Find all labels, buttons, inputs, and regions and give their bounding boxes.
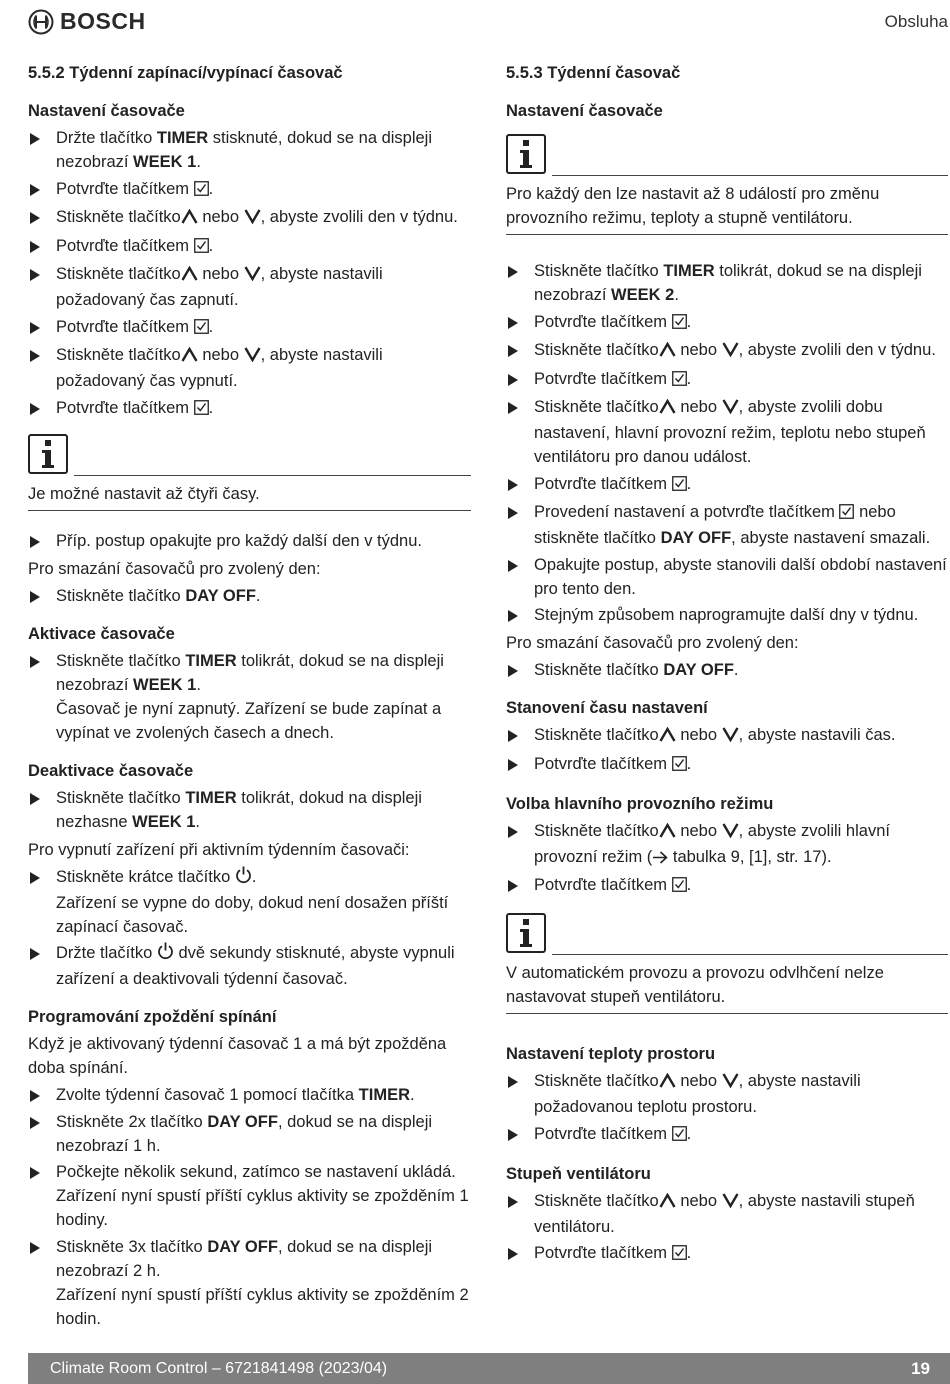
step-text: Stiskněte tlačítko	[534, 262, 664, 280]
setup-steps	[506, 259, 948, 627]
subheading-mode: Volba hlavního provozního režimu	[506, 794, 774, 813]
step-text: Potvrďte tlačítkem	[534, 312, 668, 331]
step-item	[28, 941, 471, 991]
bosch-armature-icon	[28, 9, 54, 35]
step-item: Potvrďte tlačítkem .	[506, 873, 948, 899]
chapter-name: Obsluha	[884, 12, 948, 31]
step-text: nebo	[680, 341, 718, 359]
step-text: Stiskněte tlačítko	[56, 208, 181, 226]
step-text: Potvrďte tlačítkem	[534, 474, 668, 493]
checkbox-confirm-icon	[672, 369, 687, 393]
step-item: Potvrďte tlačítkem .	[28, 234, 471, 260]
step-item: Potvrďte tlačítkem .	[506, 1122, 948, 1148]
checkbox-confirm-icon	[672, 312, 687, 336]
checkbox-confirm-icon	[194, 398, 209, 422]
subheading-time: Stanovení času nastavení	[506, 699, 708, 717]
step-text: , abyste zvolili hlavní provozní režim (	[534, 821, 890, 866]
step-text: , abyste zvolili den v týdnu.	[738, 341, 936, 359]
page-footer	[28, 1353, 950, 1384]
power-icon	[235, 866, 252, 891]
step-text: Provedení nastavení a potvrďte tlačítkem	[534, 503, 835, 521]
step-text: Stiskněte tlačítko	[534, 341, 659, 359]
subheading-temperature: Nastavení teploty prostoru	[506, 1045, 716, 1063]
step-text: Držte tlačítko	[56, 944, 153, 962]
button-name: DAY OFF	[207, 1237, 278, 1256]
notice-text: Je možné nastavit až čtyři časy.	[28, 484, 260, 503]
step-text: , abyste nastavili požadovaný čas zapnutí.	[56, 265, 383, 309]
step-item	[506, 723, 948, 749]
step-text: Potvrďte tlačítkem	[534, 754, 668, 773]
setup-steps	[28, 126, 471, 422]
arrow-right-icon	[652, 847, 668, 871]
right-column	[506, 64, 948, 1270]
subheading-fan: Stupeň ventilátoru	[506, 1164, 651, 1183]
chevron-up-icon	[181, 345, 198, 369]
step-text: .	[255, 586, 261, 605]
step-text: .	[195, 812, 201, 831]
section-title: 5.5.3 Týdenní časovač	[506, 64, 681, 82]
step-text: tolikrát, dokud se na displeji nezobrazí	[534, 262, 922, 304]
delete-steps	[28, 584, 471, 608]
step-text: nebo	[680, 1072, 718, 1090]
subheading-setup: Nastavení časovače	[28, 102, 185, 120]
delete-intro: Pro smazání časovačů pro zvolený den:	[506, 634, 799, 652]
footer-title: Climate Room Control – 6721841498 (2023/04)	[50, 1359, 388, 1377]
checkbox-confirm-icon	[672, 1124, 687, 1148]
chevron-up-icon	[659, 1071, 676, 1095]
button-name: WEEK 1	[133, 153, 197, 171]
step-text: Stiskněte tlačítko	[534, 398, 659, 416]
step-item	[28, 126, 471, 174]
step-text: Potvrďte tlačítkem	[534, 369, 668, 388]
setup-steps-continued	[28, 529, 471, 553]
step-text: Stiskněte tlačítko	[534, 661, 664, 679]
step-text: Stiskněte tlačítko	[534, 821, 659, 840]
step-text: Potvrďte tlačítkem	[56, 179, 190, 198]
checkbox-confirm-icon	[839, 502, 854, 526]
button-name: TIMER	[156, 129, 209, 147]
time-steps	[506, 723, 948, 778]
chevron-down-icon	[244, 345, 261, 369]
step-text: .	[196, 153, 201, 171]
chevron-down-icon	[722, 725, 739, 749]
notice-text: V automatickém provozu a provozu odvlhčení nelze nastavovat stupeň ventilátoru.	[506, 964, 884, 1006]
step-item: Potvrďte tlačítkem .	[506, 310, 948, 336]
step-text: Potvrďte tlačítkem	[534, 1124, 668, 1143]
step-text: Potvrďte tlačítkem	[56, 398, 190, 417]
step-item	[28, 1235, 471, 1331]
brand-name: BOSCH	[60, 8, 146, 34]
chevron-down-icon	[244, 207, 261, 231]
step-text: nebo	[202, 346, 240, 364]
page-header	[28, 6, 948, 38]
step-item	[506, 658, 948, 682]
chevron-up-icon	[659, 725, 676, 749]
step-item	[506, 259, 948, 307]
chevron-up-icon	[181, 207, 198, 231]
step-item: Potvrďte tlačítkem .	[506, 472, 948, 498]
button-name: TIMER	[663, 262, 715, 280]
delete-steps	[506, 658, 948, 682]
step-item: Opakujte postup, abyste stanovili další období nastavení pro tento den.	[506, 553, 948, 601]
button-name: DAY OFF	[185, 586, 256, 605]
step-text: Stiskněte tlačítko	[56, 346, 181, 364]
step-text: Potvrďte tlačítkem	[534, 876, 668, 894]
step-text: Stiskněte tlačítko	[534, 726, 659, 744]
step-text: Stiskněte tlačítko	[534, 1191, 659, 1210]
step-text: .	[196, 675, 201, 694]
step-item	[28, 1083, 471, 1107]
info-icon	[28, 434, 68, 474]
step-item	[28, 1110, 471, 1158]
button-name: TIMER	[185, 651, 237, 670]
info-notice	[28, 434, 471, 511]
step-text: , abyste zvolili den v týdnu.	[260, 208, 458, 226]
step-text: Potvrďte tlačítkem	[56, 236, 190, 255]
chevron-down-icon	[722, 1071, 739, 1095]
power-off-steps	[28, 865, 471, 992]
step-item	[506, 1189, 948, 1239]
checkbox-confirm-icon	[194, 236, 209, 260]
step-text: Potvrďte tlačítkem	[56, 317, 190, 336]
deactivate-steps	[28, 786, 471, 834]
step-item	[506, 1069, 948, 1119]
step-text: tolikrát, dokud na displeji nezhasne	[56, 788, 422, 831]
step-item: Potvrďte tlačítkem .	[28, 315, 471, 341]
temperature-steps	[506, 1069, 948, 1148]
left-column	[28, 64, 471, 1333]
step-result: Zařízení se vypne do doby, dokud není dosažen příští zapínací časovač.	[56, 893, 449, 936]
step-result: Zařízení nyní spustí příští cyklus aktivity se zpožděním 2 hodin.	[56, 1285, 469, 1328]
delete-intro: Pro smazání časovačů pro zvolený den:	[28, 559, 321, 578]
step-text: .	[733, 661, 739, 679]
step-text: .	[674, 286, 679, 304]
button-name: TIMER	[185, 788, 237, 807]
step-text: nebo	[202, 208, 240, 226]
step-text: nebo stiskněte tlačítko	[534, 503, 896, 547]
mode-steps	[506, 819, 948, 900]
chevron-down-icon	[722, 821, 739, 845]
step-text: Stiskněte tlačítko	[56, 651, 186, 670]
step-item	[28, 262, 471, 312]
step-item: Potvrďte tlačítkem .	[28, 396, 471, 422]
step-result: Časovač je nyní zapnutý. Zařízení se bude zapínat a vypínat ve zvolených časech a dnech.	[56, 699, 442, 742]
chevron-up-icon	[659, 1191, 676, 1215]
step-text: Stiskněte 2x tlačítko	[56, 1112, 208, 1131]
step-text: .	[251, 867, 257, 886]
step-item: Potvrďte tlačítkem .	[28, 177, 471, 203]
step-item	[28, 649, 471, 745]
step-item	[28, 343, 471, 393]
section-title: 5.5.2 Týdenní zapínací/vypínací časovač	[28, 64, 343, 82]
step-text: nebo	[680, 726, 718, 744]
step-item	[28, 205, 471, 231]
step-text: Stiskněte tlačítko	[56, 788, 186, 807]
step-text: nebo	[680, 1191, 718, 1210]
step-item: Potvrďte tlačítkem .	[506, 1241, 948, 1267]
checkbox-confirm-icon	[672, 1243, 687, 1267]
chevron-down-icon	[244, 264, 261, 288]
subheading-delay: Programování zpoždění spínání	[28, 1008, 277, 1026]
info-notice	[506, 134, 948, 235]
button-name: WEEK 1	[133, 675, 197, 694]
step-text: , abyste nastavili stupeň ventilátoru.	[534, 1191, 915, 1236]
chevron-up-icon	[659, 397, 676, 421]
chevron-up-icon	[659, 821, 676, 845]
step-text: , abyste nastavili požadovaný čas vypnutí.	[56, 346, 383, 390]
step-text: Stiskněte 3x tlačítko	[56, 1237, 208, 1256]
info-notice	[506, 913, 948, 1014]
page-number: 19	[911, 1358, 930, 1378]
subheading-activate: Aktivace časovače	[28, 624, 175, 643]
step-text: tabulka 9, [1], str. 17).	[668, 847, 832, 866]
chevron-down-icon	[722, 397, 739, 421]
step-text: nebo	[680, 821, 718, 840]
delay-steps	[28, 1083, 471, 1331]
step-text: , dokud se na displeji nezobrazí 2 h.	[56, 1237, 433, 1280]
step-item	[28, 786, 471, 834]
step-text: Stiskněte krátce tlačítko	[56, 867, 231, 886]
step-item	[506, 338, 948, 364]
button-name: WEEK 2	[611, 286, 675, 304]
step-item	[506, 819, 948, 871]
checkbox-confirm-icon	[194, 317, 209, 341]
step-item: Potvrďte tlačítkem .	[506, 752, 948, 778]
step-text: dvě sekundy stisknuté, abyste vypnuli zařízení a deaktivovali týdenní časovač.	[56, 944, 455, 988]
step-text: Počkejte několik sekund, zatímco se nastavení ukládá.	[56, 1163, 456, 1181]
step-result: Zařízení nyní spustí příští cyklus aktivity se zpožděním 1 hodiny.	[56, 1187, 469, 1229]
step-text: Stiskněte tlačítko	[534, 1072, 659, 1090]
button-name: DAY OFF	[207, 1112, 278, 1131]
subheading-setup: Nastavení časovače	[506, 102, 663, 120]
step-item	[506, 500, 948, 550]
step-text: Stiskněte tlačítko	[56, 586, 186, 605]
notice-text: Pro každý den lze nastavit až 8 událostí pro změnu provozního režimu, teploty a stupně ventilátoru.	[506, 185, 880, 227]
button-name: DAY OFF	[663, 661, 734, 679]
button-name: DAY OFF	[660, 529, 732, 547]
power-icon	[157, 942, 174, 967]
step-text: stisknuté, dokud se na displeji nezobrazí	[56, 129, 433, 171]
step-text: Držte tlačítko	[56, 129, 157, 147]
step-text: , dokud se na displeji nezobrazí 1 h.	[56, 1112, 433, 1155]
step-text: , abyste nastavili čas.	[738, 726, 896, 744]
step-text: Zvolte týdenní časovač 1 pomocí tlačítka	[56, 1086, 359, 1104]
step-text: tolikrát, dokud se na displeji nezobrazí	[56, 651, 444, 694]
delay-intro: Když je aktivovaný týdenní časovač 1 a má být zpožděna doba spínání.	[28, 1035, 447, 1077]
step-text: nebo	[680, 398, 718, 416]
step-text: nebo	[202, 265, 240, 283]
step-text: , abyste nastavení smazali.	[731, 529, 931, 547]
subheading-deactivate: Deaktivace časovače	[28, 761, 194, 780]
step-item	[506, 395, 948, 469]
info-icon	[506, 134, 546, 174]
power-off-intro: Pro vypnutí zařízení při aktivním týdenním časovači:	[28, 840, 410, 859]
step-item	[28, 865, 471, 939]
chevron-up-icon	[181, 264, 198, 288]
fan-steps	[506, 1189, 948, 1268]
activate-steps	[28, 649, 471, 745]
checkbox-confirm-icon	[672, 474, 687, 498]
step-text: , abyste zvolili dobu nastavení, hlavní provozní režim, teplotu nebo stupeň ventilátoru pro danou událost.	[534, 398, 926, 466]
chevron-down-icon	[722, 1191, 739, 1215]
button-name: WEEK 1	[132, 812, 196, 831]
step-item: Potvrďte tlačítkem .	[506, 367, 948, 393]
step-text: .	[410, 1086, 415, 1104]
step-item: Stejným způsobem naprogramujte další dny v týdnu.	[506, 603, 948, 627]
checkbox-confirm-icon	[672, 875, 687, 899]
checkbox-confirm-icon	[672, 754, 687, 778]
chevron-up-icon	[659, 340, 676, 364]
step-item: Příp. postup opakujte pro každý další den v týdnu.	[28, 529, 471, 553]
button-name: TIMER	[358, 1086, 410, 1104]
checkbox-confirm-icon	[194, 179, 209, 203]
step-item	[28, 1160, 471, 1232]
info-icon	[506, 913, 546, 953]
bosch-logo	[28, 8, 146, 35]
step-text: Potvrďte tlačítkem	[534, 1244, 668, 1262]
step-item	[28, 584, 471, 608]
step-text: Stiskněte tlačítko	[56, 265, 181, 283]
step-text: , abyste nastavili požadovanou teplotu prostoru.	[534, 1072, 861, 1116]
chevron-down-icon	[722, 340, 739, 364]
